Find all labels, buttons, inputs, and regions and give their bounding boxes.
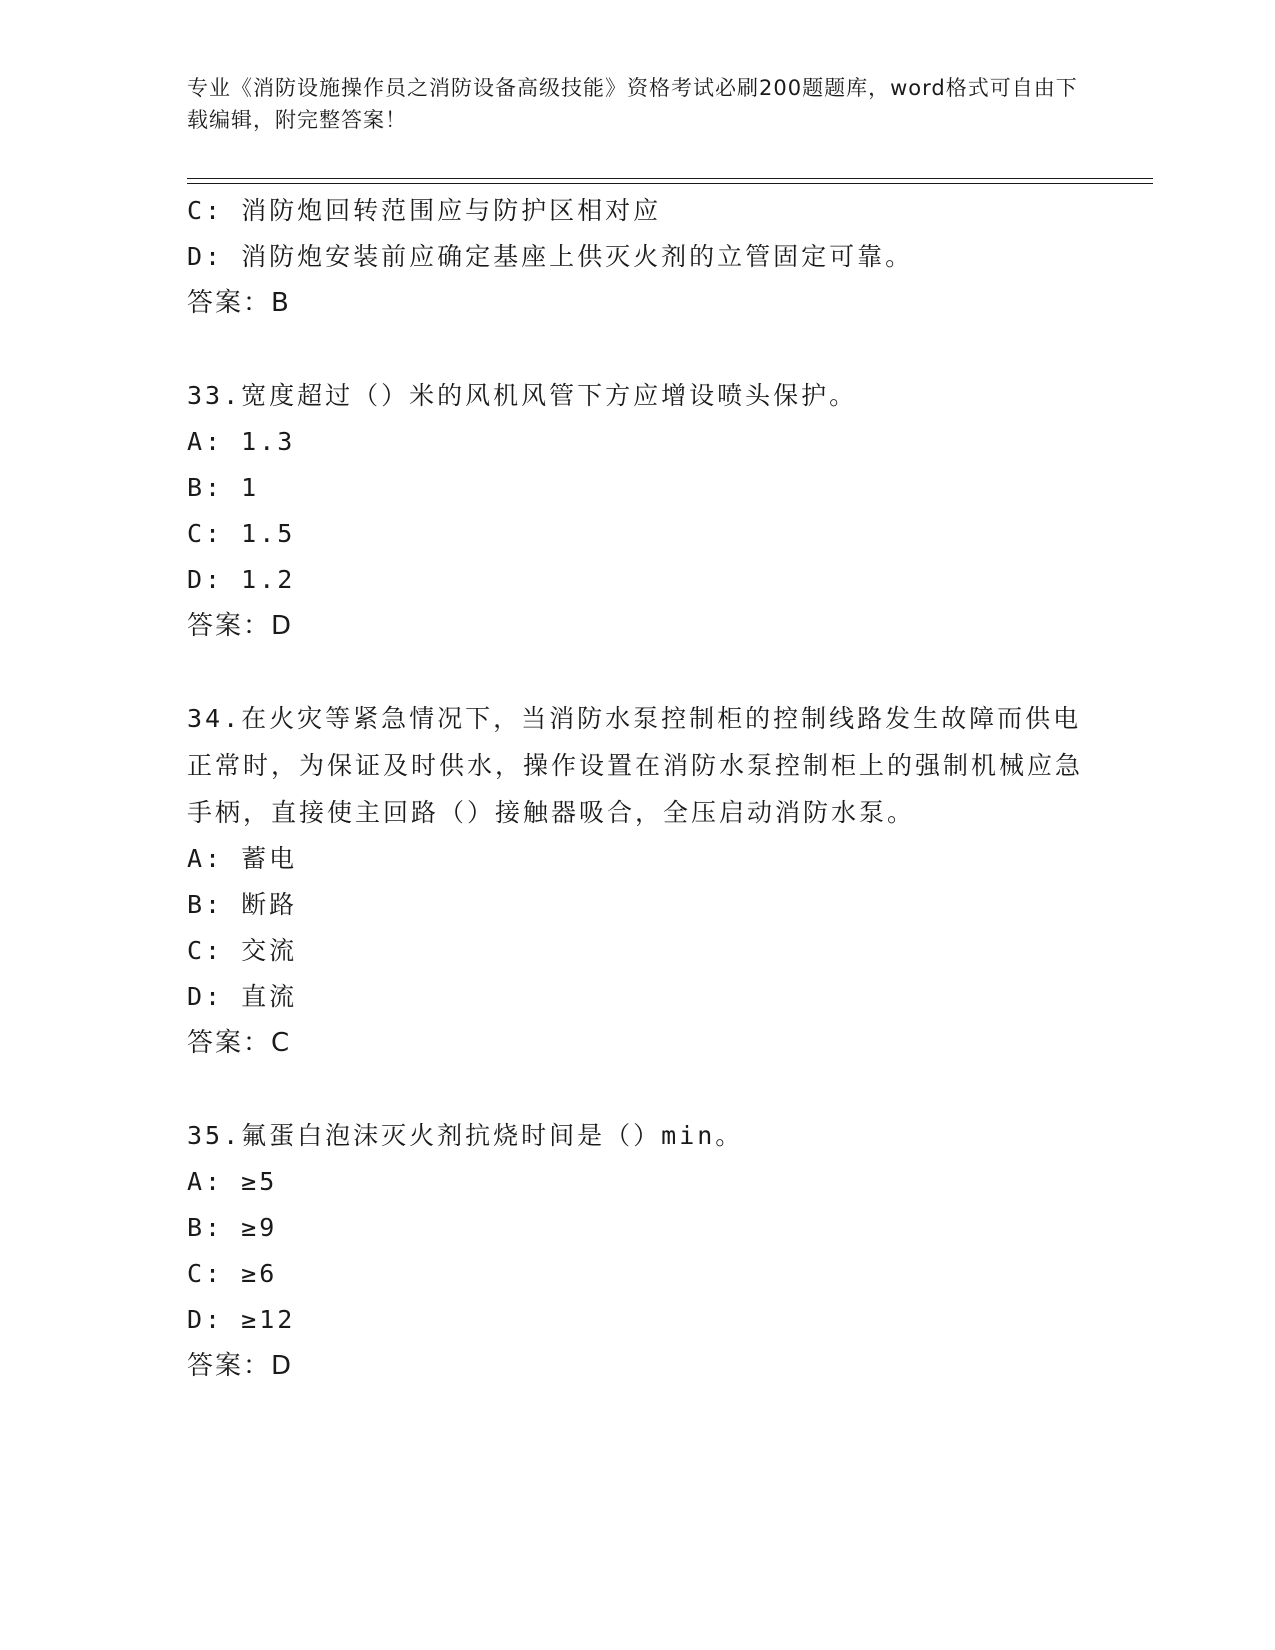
question-list — [187, 188, 1087, 1389]
question-33 — [187, 372, 1087, 649]
header-divider-bottom — [187, 183, 1153, 184]
document-header — [187, 72, 1087, 136]
option-label: D: — [187, 242, 224, 271]
option-text: 断路 — [241, 890, 298, 919]
option-c — [187, 1251, 1087, 1297]
option-text: ≥9 — [241, 1213, 278, 1242]
option-label: D: — [187, 565, 224, 594]
option-text: 1.3 — [241, 427, 296, 456]
option-text: 消防炮安装前应确定基座上供灭火剂的立管固定可靠。 — [241, 242, 914, 271]
header-divider-top — [187, 178, 1153, 179]
answer: 答案：B — [187, 288, 291, 318]
option-text: 蓄电 — [241, 844, 298, 873]
question-stem: 35.氟蛋白泡沫灭火剂抗烧时间是（）min。 — [187, 1121, 744, 1150]
option-d — [187, 1297, 1087, 1343]
option-c — [187, 928, 1087, 974]
option-text: 1 — [241, 473, 260, 502]
option-c — [187, 511, 1087, 557]
option-a — [187, 836, 1087, 882]
option-c — [187, 188, 1087, 234]
option-label: B: — [187, 1213, 224, 1242]
option-label: C: — [187, 1259, 224, 1288]
header-title: 专业《消防设施操作员之消防设备高级技能》资格考试必刷200题题库，word格式可自由下载编辑，附完整答案！ — [187, 76, 1078, 132]
option-label: B: — [187, 890, 224, 919]
answer: 答案：D — [187, 611, 294, 641]
option-b — [187, 1205, 1087, 1251]
option-label: D: — [187, 982, 224, 1011]
option-d — [187, 974, 1087, 1020]
option-b — [187, 882, 1087, 928]
question-stem: 34.在火灾等紧急情况下，当消防水泵控制柜的控制线路发生故障而供电正常时，为保证及时供水，操作设置在消防水泵控制柜上的强制机械应急手柄，直接使主回路（）接触器吸合，全压启动消防水泵。 — [187, 704, 1084, 827]
option-text: 交流 — [241, 936, 298, 965]
answer: 答案：D — [187, 1351, 294, 1381]
previous-question-tail — [187, 188, 1087, 326]
option-text: ≥5 — [241, 1167, 278, 1196]
option-text: 直流 — [241, 982, 298, 1011]
answer: 答案：C — [187, 1028, 292, 1058]
option-label: A: — [187, 844, 224, 873]
option-text: 1.2 — [241, 565, 296, 594]
option-b — [187, 465, 1087, 511]
option-a — [187, 419, 1087, 465]
option-label: C: — [187, 519, 224, 548]
option-a — [187, 1159, 1087, 1205]
option-text: 1.5 — [241, 519, 296, 548]
option-label: D: — [187, 1305, 224, 1334]
option-label: A: — [187, 1167, 224, 1196]
option-label: B: — [187, 473, 224, 502]
option-label: C: — [187, 196, 224, 225]
question-stem: 33.宽度超过（）米的风机风管下方应增设喷头保护。 — [187, 381, 858, 410]
option-d — [187, 557, 1087, 603]
option-label: C: — [187, 936, 224, 965]
option-text: 消防炮回转范围应与防护区相对应 — [241, 196, 662, 225]
option-text: ≥12 — [241, 1305, 296, 1334]
question-35 — [187, 1112, 1087, 1389]
option-text: ≥6 — [241, 1259, 278, 1288]
option-d — [187, 234, 1087, 280]
option-label: A: — [187, 427, 224, 456]
question-34 — [187, 695, 1087, 1066]
